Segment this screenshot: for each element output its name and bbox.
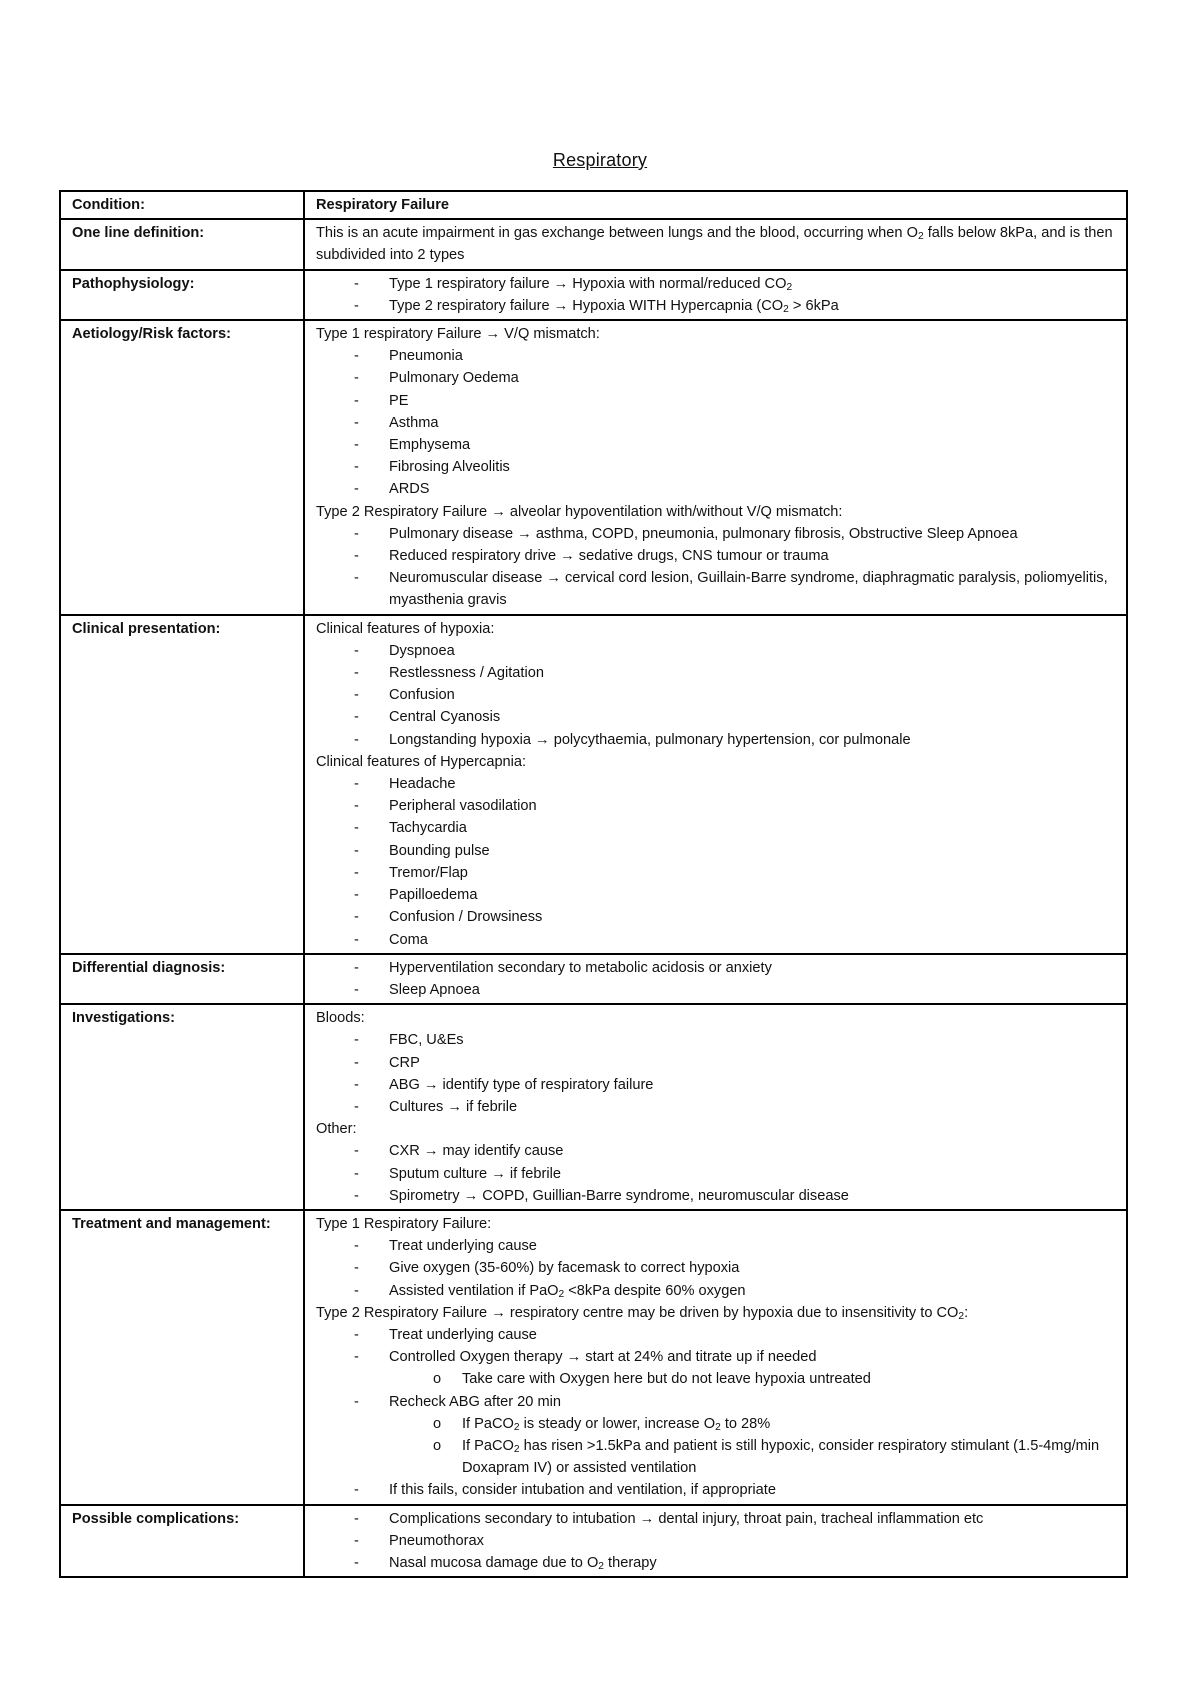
list-item: - PE [316,390,1117,412]
list-item: - Pulmonary disease → asthma, COPD, pneumonia, pulmonary fibrosis, Obstructive Sleep Apnoea [316,523,1117,545]
list-item: - Treat underlying cause [316,1235,1117,1257]
list-item: - Headache [316,773,1117,795]
list-item: - Neuromuscular disease → cervical cord lesion, Guillain-Barre syndrome, diaphragmatic paralysis, poliomyelitis, myasthenia gravis [316,567,1117,611]
page-title: Respiratory [552,150,648,170]
list-item: - Dyspnoea [316,640,1117,662]
list-item: - Bounding pulse [316,840,1117,862]
row-label: Pathophysiology: [60,270,304,320]
list-item: - Controlled Oxygen therapy → start at 24% and titrate up if needed [316,1346,1117,1368]
condition-table [59,190,1128,1578]
row-label: Condition: [60,191,304,219]
list-item: - Tachycardia [316,817,1117,839]
table-row-differential [60,954,1127,1004]
list-item: - Tremor/Flap [316,862,1117,884]
list-item: - Pulmonary Oedema [316,367,1117,389]
list-item: - CRP [316,1052,1117,1074]
section-heading: Bloods: [316,1010,365,1027]
list-item: - Asthma [316,412,1117,434]
list-item: - Pneumothorax [316,1530,1117,1552]
section-heading: Type 1 respiratory Failure → V/Q mismatch: [316,326,600,343]
table-row-pathophysiology [60,270,1127,320]
list-item: - Central Cyanosis [316,706,1117,728]
list-item: - Type 2 respiratory failure → Hypoxia WITH Hypercapnia (CO2 > 6kPa [316,295,1117,317]
list-item: - ARDS [316,478,1117,500]
table-row-aetiology [60,320,1127,615]
definition-text: This is an acute impairment in gas exchange between lungs and the blood, occurring when O2 falls below 8kPa, and is then subdivided into 2 types [304,219,1127,269]
list-item: - FBC, U&Es [316,1029,1117,1051]
list-item: - Sleep Apnoea [316,979,1117,1001]
row-label: One line definition: [60,219,304,269]
condition-value: Respiratory Failure [304,191,1127,219]
row-label: Possible complications: [60,1505,304,1578]
list-item: - Confusion [316,684,1117,706]
list-item: - Pneumonia [316,345,1117,367]
sub-list-item: o If PaCO2 is steady or lower, increase O2 to 28% [316,1413,1117,1435]
list-item: - ABG → identify type of respiratory failure [316,1074,1117,1096]
list-item: - Peripheral vasodilation [316,795,1117,817]
table-row-investigations [60,1004,1127,1210]
section-heading: Clinical features of hypoxia: [316,620,495,637]
row-label: Investigations: [60,1004,304,1210]
section-heading: Clinical features of Hypercapnia: [316,753,527,770]
row-label: Aetiology/Risk factors: [60,320,304,615]
list-item: - Papilloedema [316,884,1117,906]
list-item: - Give oxygen (35-60%) by facemask to correct hypoxia [316,1257,1117,1279]
list-item: - Fibrosing Alveolitis [316,456,1117,478]
list-item: - Cultures → if febrile [316,1096,1117,1118]
section-heading: Other: [316,1121,357,1138]
section-heading: Type 2 Respiratory Failure → respiratory centre may be driven by hypoxia due to insensitivity to CO2: [316,1304,969,1322]
table-row-definition [60,219,1127,269]
list-item: - Spirometry → COPD, Guillian-Barre syndrome, neuromuscular disease [316,1185,1117,1207]
list-item: - Treat underlying cause [316,1324,1117,1346]
list-item: - Longstanding hypoxia → polycythaemia, pulmonary hypertension, cor pulmonale [316,729,1117,751]
list-item: - Type 1 respiratory failure → Hypoxia with normal/reduced CO2 [316,273,1117,295]
row-label: Treatment and management: [60,1210,304,1505]
list-item: - Recheck ABG after 20 min [316,1391,1117,1413]
list-item: - Nasal mucosa damage due to O2 therapy [316,1552,1117,1574]
list-item: - Reduced respiratory drive → sedative drugs, CNS tumour or trauma [316,545,1117,567]
table-row-complications [60,1505,1127,1578]
list-item: - Coma [316,929,1117,951]
table-row-treatment [60,1210,1127,1505]
table-row-clinical [60,615,1127,954]
list-item: - Assisted ventilation if PaO2 <8kPa despite 60% oxygen [316,1280,1117,1302]
list-item: - If this fails, consider intubation and ventilation, if appropriate [316,1479,1117,1501]
section-heading: Type 1 Respiratory Failure: [316,1215,492,1232]
sub-list-item: o If PaCO2 has risen >1.5kPa and patient is still hypoxic, consider respiratory stimulant (1.5-4mg/min Doxapram IV) or assisted ventilation [316,1435,1117,1479]
list-item: - Confusion / Drowsiness [316,906,1117,928]
list-item: - CXR → may identify cause [316,1140,1117,1162]
list-item: - Restlessness / Agitation [316,662,1117,684]
list-item: - Sputum culture → if febrile [316,1163,1117,1185]
section-heading: Type 2 Respiratory Failure → alveolar hypoventilation with/without V/Q mismatch: [316,503,843,520]
row-label: Clinical presentation: [60,615,304,954]
list-item: - Hyperventilation secondary to metabolic acidosis or anxiety [316,957,1117,979]
list-item: - Complications secondary to intubation → dental injury, throat pain, tracheal inflammation etc [316,1508,1117,1530]
row-label: Differential diagnosis: [60,954,304,1004]
sub-list-item: o Take care with Oxygen here but do not leave hypoxia untreated [316,1368,1117,1390]
table-row-condition [60,191,1127,219]
list-item: - Emphysema [316,434,1117,456]
